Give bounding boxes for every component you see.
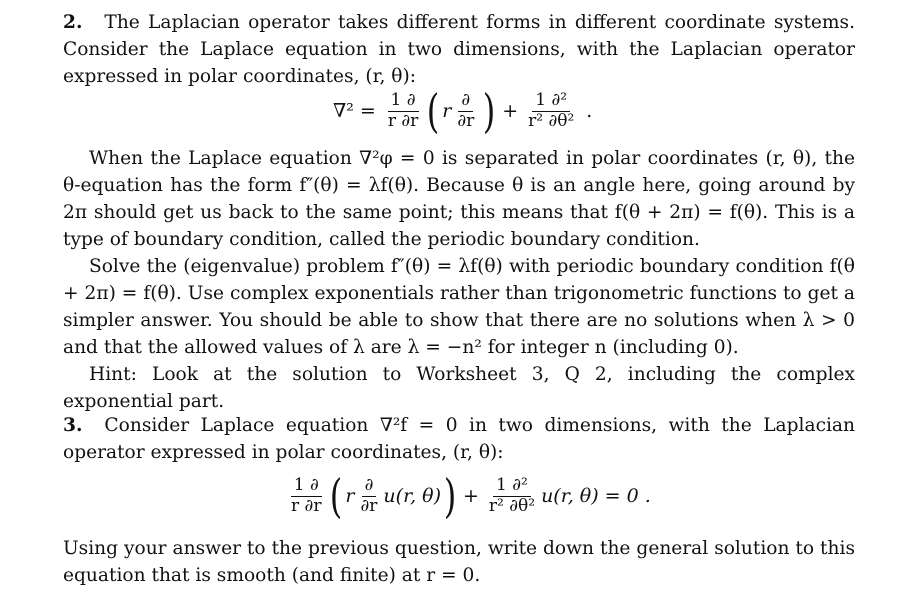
problem-2-paragraph-1: When the Laplace equation ∇²φ = 0 is separated in polar coordinates (r, θ), the θ-equation has the form f″(θ) = λf(θ). Because θ is an angle here, going around by 2π should get us back to the same point; this means that f(θ + 2π) = f(θ). This is a type of boundary condition, called the periodic boundary condition. [63, 148, 856, 250]
fraction-numerator: 1 ∂² [532, 92, 570, 112]
fraction-1-over-r-d-dr [385, 89, 421, 131]
problem-2-laplacian-equation [333, 84, 593, 138]
problem-3-number: 3. [63, 415, 83, 436]
problem-3-paragraph-1: Using your answer to the previous question, write down the general solution to this equation that is smooth (and finite) at r = 0. [63, 538, 855, 586]
problem-3-intro-text: Consider Laplace equation ∇²f = 0 in two dimensions, with the Laplacian operator expressed in polar coordinates, (r, θ): [63, 415, 855, 463]
problem-2-hint: Hint: Look at the solution to Worksheet 3, Q 2, including the complex exponential part. [63, 364, 855, 412]
problem-3-laplace-equation [285, 469, 651, 523]
problem-2-body [63, 145, 855, 415]
fraction-1-over-r-d-dr [288, 474, 324, 516]
problem-2-number: 2. [63, 12, 83, 33]
u-function-equals-zero: u(r, θ) = 0 . [541, 485, 651, 507]
problem-3-body [63, 535, 855, 589]
fraction-d-dr [454, 89, 477, 131]
fraction-denominator: r ∂r [291, 495, 322, 516]
fraction-denominator: r² ∂θ² [488, 495, 536, 516]
r-symbol: r [442, 100, 452, 122]
nabla-squared: ∇² [333, 100, 354, 122]
equation-period: . [586, 100, 593, 122]
fraction-numerator: 1 ∂ [291, 477, 322, 497]
fraction-denominator: ∂r [360, 495, 378, 516]
problem-3-intro [63, 412, 855, 466]
right-paren: ) [443, 469, 457, 523]
plus-sign: + [462, 485, 479, 507]
plus-sign: + [502, 100, 519, 122]
equals-sign: = [359, 100, 376, 122]
problem-2-paragraph-2: Solve the (eigenvalue) problem f″(θ) = λf(θ) with periodic boundary condition f(θ + 2π) = f(θ). Use complex exponentials rather than trigonometric functions to get a simpler answer. You should be able to show that there are no solutions when λ > 0 and that the allowed values of λ are λ = −n² for integer n (including 0). [63, 256, 855, 358]
r-symbol: r [345, 485, 355, 507]
fraction-numerator: ∂ [458, 92, 473, 112]
fraction-denominator: r ∂r [387, 110, 419, 131]
fraction-1-over-r2-d2-dtheta2 [525, 89, 577, 131]
fraction-numerator: 1 ∂ [388, 92, 419, 112]
problem-2-intro [63, 9, 855, 90]
fraction-d-dr [358, 474, 381, 516]
right-paren: ) [482, 84, 496, 138]
left-paren: ( [330, 469, 343, 523]
problem-2-intro-text: The Laplacian operator takes different forms in different coordinate systems. Consider the Laplace equation in two dimensions, with the Laplacian operator expressed in polar coordinates, (r, θ): [63, 12, 855, 87]
left-paren: ( [426, 84, 440, 138]
fraction-numerator: 1 ∂² [493, 477, 531, 497]
fraction-denominator: r² ∂θ² [528, 110, 575, 131]
fraction-1-over-r2-d2-dtheta2 [486, 474, 538, 516]
u-function: u(r, θ) [383, 485, 441, 507]
fraction-numerator: ∂ [362, 477, 377, 497]
fraction-denominator: ∂r [457, 110, 475, 131]
